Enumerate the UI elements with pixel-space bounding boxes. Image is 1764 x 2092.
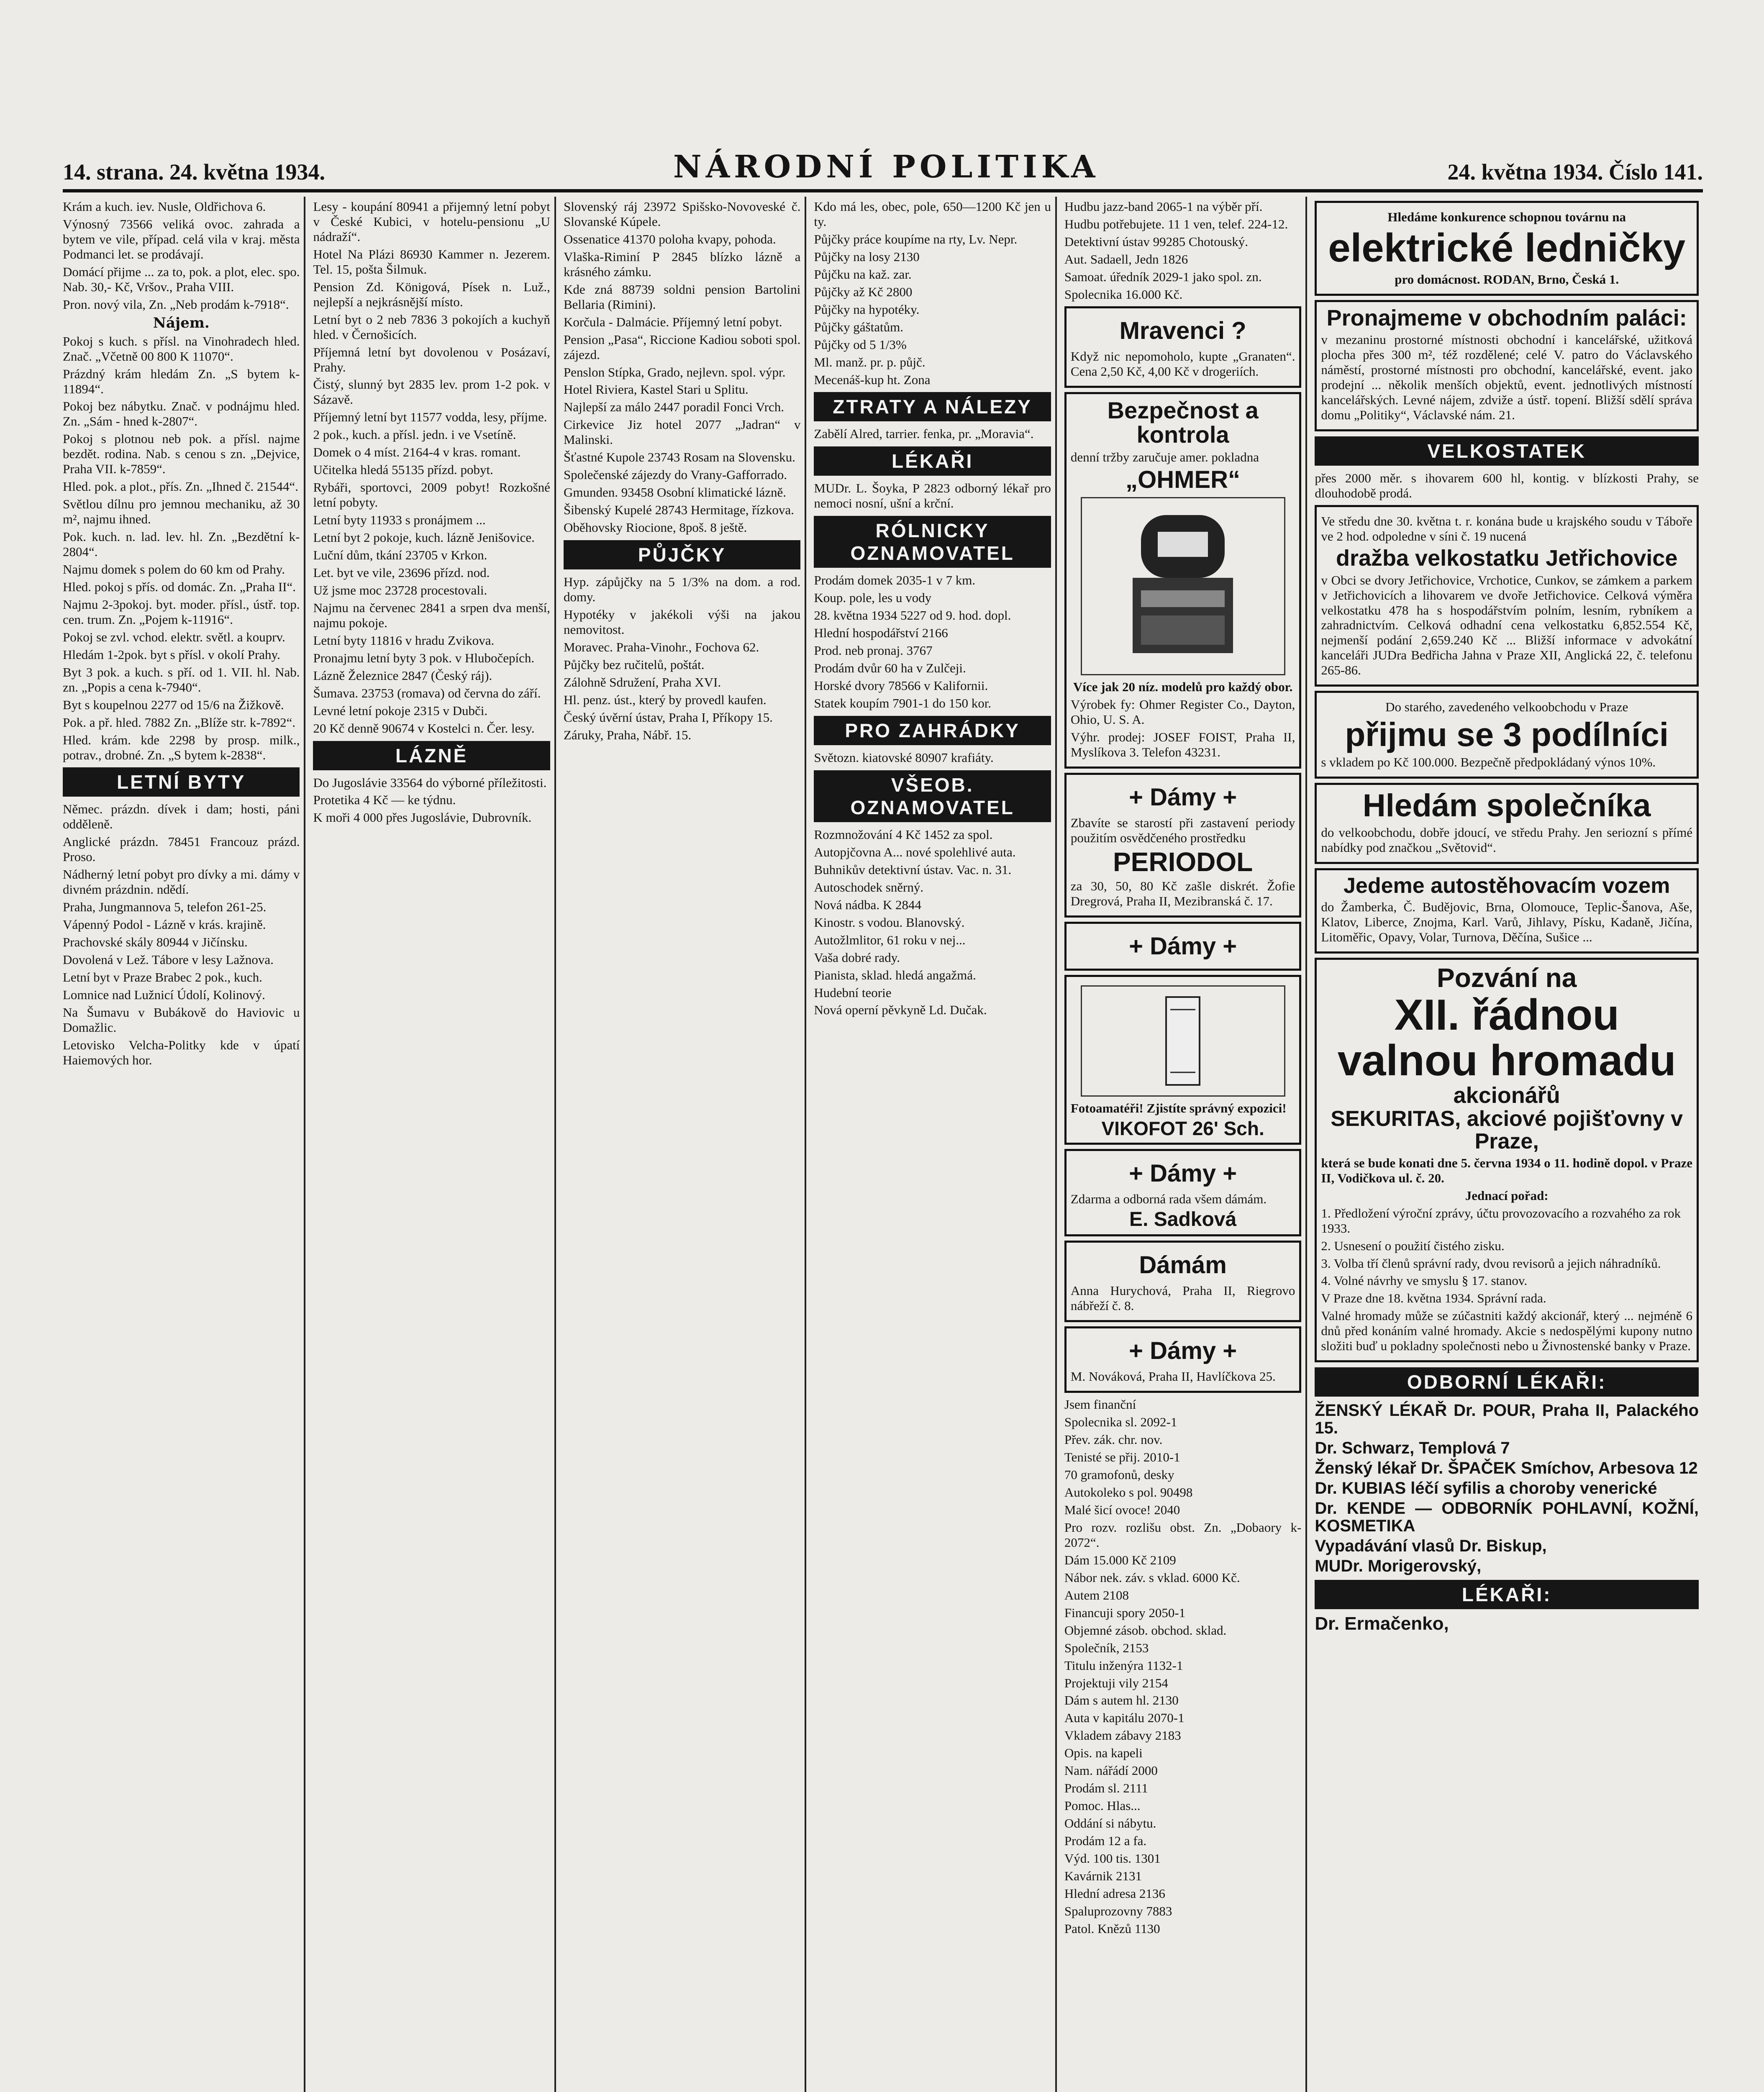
ad: 20 Kč denně 90674 v Kostelci n. Čer. lesy. bbox=[313, 720, 535, 736]
ad: Koup. pole, les u vody bbox=[814, 590, 932, 605]
ad: Čistý, slunný byt 2835 lev. prom 1-2 pok. v Sázavě. bbox=[313, 377, 550, 407]
lekar-ad: ŽENSKÝ LÉKAŘ Dr. POUR, Praha II, Palackého 15. bbox=[1315, 1401, 1699, 1438]
ad: Vápenný Podol - Lázně v krás. krajině. bbox=[63, 917, 266, 932]
section-band-ztraty: ZTRATY A NÁLEZY bbox=[814, 392, 1051, 421]
page-header bbox=[63, 149, 1703, 192]
poradek-item: 3. Volba tří členů správní rady, dvou revisorů a jejich náhradníků. bbox=[1321, 1256, 1661, 1271]
ad: 2 pok., kuch. a přísl. jedn. i ve Vsetíně. bbox=[313, 427, 516, 442]
ad: Učitelka hledá 55135 přízd. pobyt. bbox=[313, 462, 493, 477]
ad: Malé šicí ovoce! 2040 bbox=[1064, 1502, 1180, 1517]
bezpecnost-text: denní tržby zaručuje amer. pokladna bbox=[1070, 450, 1259, 465]
damy-ad-3 bbox=[1064, 1149, 1301, 1236]
ad: Nam. nářádí 2000 bbox=[1064, 1763, 1158, 1778]
ad: Záruky, Praha, Nábř. 15. bbox=[563, 727, 692, 742]
periodol-brand: PERIODOL bbox=[1113, 846, 1253, 877]
ad: Půjčky bez ručitelů, poštát. bbox=[563, 657, 705, 672]
ad: Hudbu jazz-band 2065-1 na výběr pří. bbox=[1064, 199, 1263, 214]
section-band-rolnicky: RÓLNICKY OZNAMOVATEL bbox=[814, 516, 1051, 568]
column-4 bbox=[814, 197, 1056, 2092]
header-date-left: 14. strana. 24. května 1934. bbox=[63, 159, 326, 185]
damy-text-3: Zdarma a odborná rada všem dámám. bbox=[1070, 1192, 1267, 1207]
column-1 bbox=[63, 197, 305, 2092]
lekar-ad: MUDr. Morigerovský, bbox=[1315, 1557, 1482, 1576]
ad: Auta v kapitálu 2070-1 bbox=[1064, 1710, 1185, 1725]
ad: Luční dům, tkání 23705 v Krkon. bbox=[313, 548, 487, 563]
drazba-title: dražba velkostatku Jetřichovice bbox=[1336, 545, 1678, 571]
section-band-zahradky: PRO ZAHRÁDKY bbox=[814, 716, 1051, 745]
ad: Lázně Železnice 2847 (Český ráj). bbox=[313, 668, 492, 683]
ad: Samoat. úředník 2029-1 jako spol. zn. bbox=[1064, 269, 1262, 284]
ad: Autožlmlitor, 61 roku v nej... bbox=[814, 932, 966, 947]
ad: Oběhovsky Riocione, 8poš. 8 ještě. bbox=[563, 520, 747, 535]
ad: Prodám domek 2035-1 v 7 km. bbox=[814, 573, 976, 588]
ad: Půjčku na kaž. zar. bbox=[814, 267, 912, 282]
damam-ad bbox=[1064, 1241, 1301, 1322]
ad: Příjemná letní byt dovolenou v Posázaví, Prahy. bbox=[313, 344, 550, 374]
ermacenko-ad: Dr. Ermačenko, bbox=[1315, 1613, 1449, 1634]
ad: Vkladem zábavy 2183 bbox=[1064, 1728, 1181, 1743]
ad: Anglické prázdn. 78451 Francouz prázd. Proso. bbox=[63, 834, 300, 864]
hurych-text: Anna Hurychová, Praha II, Riegrovo nábřeží č. 8. bbox=[1070, 1283, 1295, 1313]
ad: Prod. neb pronaj. 3767 bbox=[814, 643, 933, 658]
ad: Krám a kuch. iev. Nusle, Oldřichova 6. bbox=[63, 199, 266, 214]
lednicky-title: elektrické ledničky bbox=[1328, 225, 1686, 270]
ad: Zálohně Sdružení, Praha XVI. bbox=[563, 674, 721, 690]
kona-se-text: která se bude konati dne 5. června 1934 o 11. hodině dopol. v Praze II, Vodičkova ul. č. 20. bbox=[1321, 1155, 1693, 1185]
ad: Prázdný krám hledám Zn. „S bytem k-11894“. bbox=[63, 366, 300, 396]
ad: Domácí přijme ... za to, pok. a plot, elec. spo. Nab. 30,- Kč, Vršov., Praha VIII. bbox=[63, 264, 300, 294]
ad: Buhnikův detektivní ústav. Vac. n. 31. bbox=[814, 862, 1012, 877]
ad: 70 gramofonů, desky bbox=[1064, 1467, 1174, 1482]
section-band-lekari: LÉKAŘI bbox=[814, 446, 1051, 476]
ad: Hlední hospodářství 2166 bbox=[814, 626, 948, 641]
ad: Cirkevice Jiz hotel 2077 „Jadran“ v Malinski. bbox=[563, 417, 801, 447]
ad: Hudební teorie bbox=[814, 985, 892, 1000]
ad: Český úvěrní ústav, Praha I, Příkopy 15. bbox=[563, 710, 773, 725]
ad: Pro rozv. rozlišu obst. Zn. „Dobaory k-2072“. bbox=[1064, 1520, 1302, 1550]
ad: Byt s koupelnou 2277 od 15/6 na Žižkově. bbox=[63, 697, 284, 712]
exposure-meter-icon bbox=[1158, 993, 1208, 1089]
ad: Půjčky na losy 2130 bbox=[814, 249, 920, 264]
ad: Penslon Stípka, Grado, nejlevn. spol. výpr. bbox=[563, 364, 786, 379]
ad: Kinostr. s vodou. Blanovský. bbox=[814, 915, 965, 930]
ad: Nová operní pěvkyně Ld. Dučak. bbox=[814, 1002, 987, 1018]
ad: Let. byt ve vile, 23696 přízd. nod. bbox=[313, 565, 490, 580]
section-band-lazne: LÁZNĚ bbox=[313, 741, 550, 770]
newspaper-page bbox=[63, 59, 1703, 2092]
ad: Do Jugoslávie 33564 do výborné příležitosti. bbox=[313, 775, 547, 790]
velkostatek-text: přes 2000 měr. s ihovarem 600 hl, kontig. v blízkosti Prahy, se dlouhodobě prodá. bbox=[1315, 471, 1699, 501]
ad: Pokoj s plotnou neb pok. a přísl. najme bezdět. rodina. Nab. s cenou s zn. „Dejvice, Praha VII. k-7859“. bbox=[63, 431, 300, 477]
ad: Nová nádba. K 2844 bbox=[814, 897, 921, 912]
ad: Autopjčovna A... nové spolehlivé auta. bbox=[814, 844, 1016, 859]
autostehovaci-ad bbox=[1315, 868, 1699, 954]
poradek-title: Jednací pořad: bbox=[1465, 1188, 1549, 1203]
ad: Příjemný letní byt 11577 vodda, lesy, příjme. bbox=[313, 410, 547, 425]
ad: Domek o 4 míst. 2164-4 v kras. romant. bbox=[313, 445, 521, 460]
ad: Najmu domek s polem do 60 km od Prahy. bbox=[63, 562, 285, 577]
column-6 bbox=[1315, 197, 1703, 2092]
ad: Hled. pokoj s přís. od domác. Zn. „Praha II“. bbox=[63, 579, 296, 594]
poradek-item: 2. Usnesení o použití čistého zisku. bbox=[1321, 1238, 1505, 1253]
masthead-title: NÁRODNÍ POLITIKA bbox=[673, 149, 1100, 185]
prijmu-lead: Do starého, zavedeného velkoobchodu v Praze bbox=[1385, 700, 1628, 715]
ad: Aut. Sadaell, Jedn 1826 bbox=[1064, 251, 1188, 267]
column-2 bbox=[313, 197, 556, 2092]
ad: Šumava. 23753 (romava) od června do září. bbox=[313, 685, 541, 700]
ad: Hotel Riviera, Kastel Stari u Splitu. bbox=[563, 382, 749, 397]
pronajmeme-ad bbox=[1315, 300, 1699, 431]
ad: Autoschodek sněrný. bbox=[814, 879, 924, 895]
ad: Slovenský ráj 23972 Spišsko-Novoveské č. Slovanské Kúpele. bbox=[563, 199, 801, 229]
ad: Hotel Na Plázi 86930 Kammer n. Jezerem. Tel. 15, pošta Šilmuk. bbox=[313, 246, 550, 277]
akcionaru-title: akcionářů bbox=[1453, 1082, 1560, 1108]
vikofot-brand: VIKOFOT 26' Sch. bbox=[1101, 1117, 1264, 1139]
ad: Půjčky gáštatům. bbox=[814, 319, 903, 334]
ad: Vaša dobré rady. bbox=[814, 950, 900, 965]
spolecnika-ad bbox=[1315, 783, 1699, 864]
ad: Horské dvory 78566 v Kalifornii. bbox=[814, 678, 988, 693]
pronajmeme-text: v mezaninu prostorné místnosti obchodní i kancelářské, užitková plocha přes 300 m², též rozdělené; celé V. patro do Václavského náměstí, prostorné místnosti pro obchodní, kancelářské, event. jako prodejní ... několik menších objektů, event. jednotlivých místností kancelářských. Levné nájem, zdviže a ústř. topení. Bližší sdělí správa domu „Politiky“, Václavské nám. 21. bbox=[1321, 332, 1693, 423]
ad: Hypotéky v jakékoli výši na jakou nemovitost. bbox=[563, 607, 801, 637]
column-5 bbox=[1064, 197, 1307, 2092]
lekar-ad: Dr. KUBIAS léčí syfilis a choroby venerické bbox=[1315, 1479, 1657, 1498]
lekar-ad: Dr. Schwarz, Templová 7 bbox=[1315, 1439, 1510, 1458]
ad: Přev. zák. chr. nov. bbox=[1064, 1432, 1163, 1447]
ad: Levné letní pokoje 2315 v Dubči. bbox=[313, 703, 488, 718]
ad: Hl. penz. úst., který by provedl kaufen. bbox=[563, 692, 767, 707]
ad: Nádherný letní pobyt pro dívky a mi. dámy v divném prázdnin. ndědí. bbox=[63, 867, 300, 897]
ad: Ossenatice 41370 poloha kvapy, pohoda. bbox=[563, 231, 776, 246]
damy-text2: za 30, 50, 80 Kč zašle diskrét. Žofie Dregrová, Praha II, Mezibranská č. 17. bbox=[1070, 878, 1295, 908]
ad: Světozn. kiatovské 80907 krafiáty. bbox=[814, 750, 994, 765]
sekuritas-name: SEKURITAS, akciové pojišťovny v Praze, bbox=[1331, 1106, 1683, 1154]
ad: Letní byt v Praze Brabec 2 pok., kuch. bbox=[63, 969, 262, 984]
ad: Mecenáš-kup ht. Zona bbox=[814, 372, 931, 387]
ad: Pok. a př. hled. 7882 Zn. „Blíže str. k-7892“. bbox=[63, 715, 296, 730]
ad: Pronajmu letní byty 3 pok. v Hlubočepích. bbox=[313, 650, 535, 665]
ad: Autem 2108 bbox=[1064, 1587, 1129, 1602]
ad: Hudbu potřebujete. 11 1 ven, telef. 224-12. bbox=[1064, 216, 1288, 231]
damy-ad-4 bbox=[1064, 1326, 1301, 1393]
valna-hromada-title: XII. řádnou valnou hromadu bbox=[1337, 990, 1676, 1085]
ad: Dám 15.000 Kč 2109 bbox=[1064, 1552, 1176, 1567]
ad: Pok. kuch. n. lad. lev. hl. Zn. „Bezdětní k-2804“. bbox=[63, 529, 300, 559]
ad: Hyp. zápůjčky na 5 1/3% na dom. a rod. domy. bbox=[563, 574, 801, 605]
ad: Společník, 2153 bbox=[1064, 1640, 1149, 1655]
bezpecnost-title: Bezpečnost a kontrola bbox=[1107, 397, 1259, 448]
ad: 28. května 1934 5227 od 9. hod. dopl. bbox=[814, 608, 1011, 623]
ad: Prodám sl. 2111 bbox=[1064, 1781, 1148, 1796]
ad: Korčula - Dalmácie. Příjemný letní pobyt. bbox=[563, 314, 782, 329]
ad: Letní byty 11933 s pronájmem ... bbox=[313, 513, 486, 528]
ad: Prodám dvůr 60 ha v Zulčeji. bbox=[814, 661, 966, 676]
ad: Spaluprozovny 7883 bbox=[1064, 1903, 1172, 1918]
ad: Autokoleko s pol. 90498 bbox=[1064, 1485, 1193, 1500]
ad: Pianista, sklad. hledá angažmá. bbox=[814, 967, 976, 982]
ad: Prodám 12 a fa. bbox=[1064, 1833, 1147, 1848]
ad: Nábor nek. záv. s vklad. 6000 Kč. bbox=[1064, 1570, 1240, 1585]
ad: Pokoj bez nábytku. Znač. v podnájmu hled. Zn. „Sám - hned k-2807“. bbox=[63, 399, 300, 429]
ad: Pron. nový vila, Zn. „Neb prodám k-7918“. bbox=[63, 297, 289, 312]
ad: Rybáři, sportovci, 2009 pobyt! Rozkošné letní pobyty. bbox=[313, 480, 550, 510]
cash-register-icon bbox=[1116, 507, 1250, 666]
lednicky-ad bbox=[1315, 201, 1699, 296]
drazba-ad bbox=[1315, 505, 1699, 687]
ad: Lomnice nad Lužnicí Údolí, Kolinový. bbox=[63, 987, 265, 1002]
ad: Půjčky na hypotéky. bbox=[814, 302, 920, 317]
ad: Letovisko Velcha-Politky kde v úpatí Haiemových hor. bbox=[63, 1037, 300, 1067]
ad: Pension Zd. Königová, Písek n. Luž., nejlepší a nejkrásnější místo. bbox=[313, 279, 550, 309]
section-band-pujcky: PŮJČKY bbox=[564, 540, 800, 569]
ad: Výd. 100 tis. 1301 bbox=[1064, 1851, 1161, 1866]
podpis-text: V Praze dne 18. května 1934. Správní rada. bbox=[1321, 1291, 1546, 1306]
mravenci-text: Když nic nepomoholo, kupte „Granaten“. Cena 2,50 Kč, 4,00 Kč v drogeriích. bbox=[1070, 349, 1295, 379]
drazba-text: v Obci se dvory Jetřichovice, Vrchotice, Cunkov, se zámkem a parkem v Jetřichovicích a lihovarem ve dvoře Jetřichovice. Celková výměra velkostatku 478 ha s hospodářstvím polním, lesním, rybníkem a zahradnictvím. Celková odhadní cena velkostatku 6,852.554 Kč, nejmenší podání 2,659.240 Kč ... Bližší informace v advokátní kanceláři JUDra Bedřicha Jahna v Praze XII, Anglická 22, č. telefonu 265-86. bbox=[1321, 572, 1693, 678]
velkostatek-band: VELKOSTATEK bbox=[1315, 436, 1699, 466]
ad: Vlaška-Riminí P 2845 blízko lázně a krásného zámku. bbox=[563, 249, 801, 279]
ohmer-ad bbox=[1064, 392, 1301, 769]
ad: Ml. manž. pr. p. půjč. bbox=[814, 354, 926, 369]
ad: Najmu na červenec 2841 a srpen dva menší, najmu pokoje. bbox=[313, 600, 550, 630]
ad: Společenské zájezdy do Vrany-Gafforrado. bbox=[563, 467, 787, 482]
ad: Gmunden. 93458 Osobní klimatické lázně. bbox=[563, 485, 786, 500]
lekar-ad: Dr. KENDE — ODBORNÍK POHLAVNÍ, KOŽNÍ, KOSMETIKA bbox=[1315, 1499, 1699, 1536]
lekari-band: LÉKAŘI: bbox=[1315, 1580, 1699, 1609]
ad: Letní byt o 2 neb 7836 3 pokojích a kuchyň hled. v Černošicích. bbox=[313, 312, 550, 342]
section-heading-najem: Nájem. bbox=[153, 314, 210, 331]
mravenci-ad bbox=[1064, 306, 1301, 388]
ad: Rozmnožování 4 Kč 1452 za spol. bbox=[814, 827, 993, 842]
ad: Praha, Jungmannova 5, telefon 261-25. bbox=[63, 900, 267, 915]
ad: Lesy - koupání 80941 a přijemný letní pobyt v České Kubici, v hotelu-pensionu „U nádraží“. bbox=[313, 199, 550, 244]
ad: Půjčky práce koupíme na rty, Lv. Nepr. bbox=[814, 231, 1018, 246]
ad: Opis. na kapeli bbox=[1064, 1746, 1143, 1761]
spolecnika-title: Hledám společníka bbox=[1362, 788, 1651, 824]
ad: Letní byty 11816 v hradu Zvikova. bbox=[313, 633, 495, 648]
ad: Spolecnika 16.000 Kč. bbox=[1064, 287, 1183, 302]
poradek-item: 1. Předložení výroční zprávy, účtu provozovacího a rozvahého za rok 1933. bbox=[1321, 1205, 1681, 1236]
autostehovaci-title: Jedeme autostěhovacím vozem bbox=[1344, 873, 1670, 898]
ad: Pension „Pasa“, Riccione Kadiou soboti spol. zájezd. bbox=[563, 332, 801, 362]
damy-heading: + Dámy + bbox=[1129, 783, 1237, 811]
odborni-lekari-band: ODBORNÍ LÉKAŘI: bbox=[1315, 1367, 1699, 1397]
damy-ad-2 bbox=[1064, 922, 1301, 971]
ad: Jsem finanční bbox=[1064, 1397, 1136, 1412]
ad: Protetika 4 Kč — ke týdnu. bbox=[313, 792, 456, 808]
ad: Dám s autem hl. 2130 bbox=[1064, 1693, 1179, 1708]
ad: Němec. prázdn. dívek i dam; hosti, páni odděleně. bbox=[63, 802, 300, 832]
ad: Oddání si nábytu. bbox=[1064, 1816, 1156, 1831]
novakova-text: M. Nováková, Praha II, Havlíčkova 25. bbox=[1070, 1369, 1276, 1384]
ohmer-caption: Více jak 20 níz. modelů pro každý obor. bbox=[1073, 679, 1293, 695]
ad: Objemné zásob. obchod. sklad. bbox=[1064, 1623, 1227, 1638]
ad: Detektivní ústav 99285 Chotouský. bbox=[1064, 234, 1249, 249]
ad: Šťastné Kupole 23743 Rosam na Slovensku. bbox=[563, 450, 795, 465]
ad: MUDr. L. Šoyka, P 2823 odborný lékař pro nemoci nosní, ušní a krční. bbox=[814, 481, 1051, 511]
ad: Světlou dílnu pro jemnou mechaniku, až 30 m², najmu ihned. bbox=[63, 497, 300, 527]
poradek-item: 4. Volné návrhy ve smyslu § 17. stanov. bbox=[1321, 1273, 1528, 1288]
prijmu-title: přijmu se 3 podílníci bbox=[1345, 716, 1669, 754]
ad: Byt 3 pok. a kuch. s pří. od 1. VII. hl. Nab. zn. „Popis a cena k-7940“. bbox=[63, 664, 300, 695]
columns bbox=[63, 197, 1703, 2092]
column-3 bbox=[564, 197, 806, 2092]
ad: Moravec. Praha-Vinohr., Fochova 62. bbox=[563, 639, 759, 654]
prijmu-text: s vkladem po Kč 100.000. Bezpečně předpokládaný výnos 10%. bbox=[1321, 755, 1656, 770]
prijmu-ad bbox=[1315, 691, 1699, 779]
ad: Hlední adresa 2136 bbox=[1064, 1886, 1165, 1901]
pozvani-title: Pozvání na bbox=[1437, 963, 1577, 993]
drazba-intro: Ve středu dne 30. května t. r. konána bude u krajského soudu v Táboře ve 2 hod. odpoledne v síni č. 19 nucená bbox=[1321, 514, 1693, 544]
ad: Půjčky až Kč 2800 bbox=[814, 284, 913, 299]
spolecnika-text: do velkoobchodu, dobře jdoucí, ve středu Prahy. Jen seriozní s přímé nabídky pod značkou „Světovid“. bbox=[1321, 825, 1693, 855]
lednicky-lead: Hledáme konkurence schopnou továrnu na bbox=[1387, 210, 1626, 224]
mravenci-title: Mravenci ? bbox=[1119, 317, 1246, 344]
ad: Najlepší za málo 2447 poradil Fonci Vrch. bbox=[563, 400, 784, 415]
ad: Hled. krám. kde 2298 by prosp. milk., potrav., drobné. Zn. „S bytem k-2838“. bbox=[63, 732, 300, 762]
ad: Už jsme moc 23728 procestovali. bbox=[313, 582, 487, 597]
ad: Dovolená v Lež. Tábore v lesy Lažnova. bbox=[63, 952, 274, 967]
header-date-right: 24. května 1934. Číslo 141. bbox=[1447, 159, 1703, 185]
lekar-ad: Vypadávání vlasů Dr. Biskup, bbox=[1315, 1537, 1547, 1556]
cash-register-image bbox=[1081, 497, 1285, 675]
ad: Hledám 1-2pok. byt s přísl. v okolí Prahy. bbox=[63, 647, 280, 662]
section-band-oznamovatel: VŠEOB. OZNAMOVATEL bbox=[814, 770, 1051, 822]
vikofot-ad bbox=[1064, 975, 1301, 1145]
ohmer-maker: Výrobek fy: Ohmer Register Co., Dayton, Ohio, U. S. A. bbox=[1070, 697, 1295, 727]
ad: Kde zná 88739 soldni pension Bartolini Bellaria (Rimini). bbox=[563, 282, 801, 312]
damy-heading-4: + Dámy + bbox=[1129, 1337, 1237, 1365]
ad: Pomoc. Hlas... bbox=[1064, 1798, 1141, 1813]
periodol-ad bbox=[1064, 773, 1301, 918]
lekar-ad: Ženský lékař Dr. ŠPAČEK Smíchov, Arbesova 12 bbox=[1315, 1459, 1698, 1478]
ad: Na Šumavu v Bubákově do Haviovic u Domažlic. bbox=[63, 1005, 300, 1035]
damam-heading: Dámám bbox=[1139, 1251, 1227, 1279]
ad: Statek koupím 7901-1 do 150 kor. bbox=[814, 696, 992, 711]
damy-heading-3: + Dámy + bbox=[1129, 1160, 1237, 1187]
sekuritas-ad bbox=[1315, 958, 1699, 1362]
ad: Zabělí Alred, tarrier. fenka, pr. „Moravia“. bbox=[814, 426, 1034, 441]
ad: K moři 4 000 přes Jugoslávie, Dubrovník. bbox=[313, 810, 532, 825]
ad: Tenisté se přij. 2010-1 bbox=[1064, 1450, 1180, 1465]
ad: Výnosný 73566 veliká ovoc. zahrada a bytem ve vile, případ. celá vila v kraj. města Podmanci let. se prodávají. bbox=[63, 216, 300, 262]
ad: Prachovské skály 80944 v Jičínsku. bbox=[63, 935, 248, 950]
ad: Hled. pok. a plot., přís. Zn. „Ihned č. 21544“. bbox=[63, 479, 299, 494]
exposure-meter-image bbox=[1081, 985, 1285, 1097]
pronajmeme-title: Pronajmeme v obchodním paláci: bbox=[1326, 305, 1687, 331]
fotoamateri-text: Fotoamatéři! Zjistíte správný expozici! bbox=[1070, 1100, 1287, 1115]
sadkova-name: E. Sadková bbox=[1129, 1208, 1237, 1231]
ad: Spolecnika sl. 2092-1 bbox=[1064, 1415, 1177, 1430]
autostehovaci-text: do Žamberka, Č. Budějovic, Brna, Olomouce, Teplic-Šanova, Aše, Klatov, Liberce, Znojma, Karl. Varů, Jihlavy, Písku, Kadaně, Jičína, Litoměřic, Opavy, Volar, Turnova, Děčína, Sušice ... bbox=[1321, 900, 1693, 945]
damy-heading-2: + Dámy + bbox=[1129, 932, 1237, 960]
ohmer-seller: Výhr. prodej: JOSEF FOIST, Praha II, Myslíkova 3. Telefon 43231. bbox=[1070, 729, 1295, 759]
ad: Projektuji vily 2154 bbox=[1064, 1675, 1168, 1690]
damy-text: Zbavíte se starostí při zastavení periody použitím osvědčeného prostředku bbox=[1070, 815, 1295, 845]
ad: Titulu inženýra 1132-1 bbox=[1064, 1658, 1183, 1673]
section-band-letni-byty: LETNÍ BYTY bbox=[63, 767, 300, 797]
ad: Kdo má les, obec, pole, 650—1200 Kč jen u ty. bbox=[814, 199, 1051, 229]
ad: Letní byt 2 pokoje, kuch. lázně Jenišovice. bbox=[313, 530, 535, 545]
ad: Najmu 2-3pokoj. byt. moder. přísl., ústř. top. cen. trum. Zn. „Pojem k-11916“. bbox=[63, 597, 300, 627]
ad: Pokoj se zvl. vchod. elektr. světl. a kouprv. bbox=[63, 629, 285, 644]
ad: Kavárnik 2131 bbox=[1064, 1869, 1142, 1884]
ad: Půjčky od 5 1/3% bbox=[814, 337, 907, 352]
ad: Financuji spory 2050-1 bbox=[1064, 1605, 1186, 1620]
rodan-address: pro domácnost. RODAN, Brno, Česká 1. bbox=[1395, 272, 1619, 287]
ad: Patol. Knězů 1130 bbox=[1064, 1921, 1160, 1936]
hromada-text: Valné hromady může se zúčastniti každý akcionář, který ... nejméně 6 dnů před konáním valné hromady. Akcie s nedospělými kupony nutno složiti buď u pokladny společnosti nebo u Živnostenské banky v Praze. bbox=[1321, 1308, 1693, 1354]
ad: Šibenský Kupelé 28743 Hermitage, řízkova. bbox=[563, 502, 794, 518]
ad: Pokoj s kuch. s přísl. na Vinohradech hled. Znač. „Včetně 00 800 K 11070“. bbox=[63, 333, 300, 364]
ohmer-brand: „OHMER“ bbox=[1126, 466, 1241, 494]
